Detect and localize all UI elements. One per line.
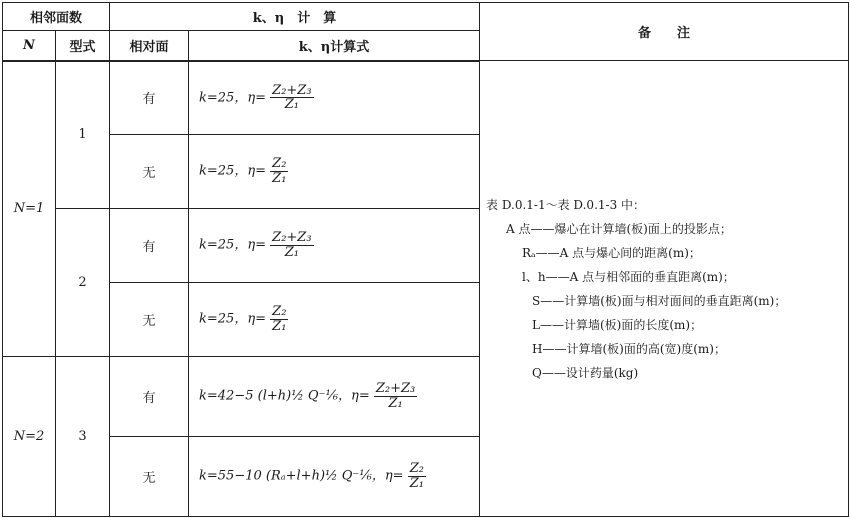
remarks-cell: [480, 61, 849, 517]
fraction-numerator: Z₂: [272, 156, 287, 172]
type-cell-1: 1: [56, 61, 110, 209]
fraction-numerator: Z₂+Z₃: [375, 381, 416, 397]
n-cell-1: N=1: [3, 61, 56, 357]
fraction-numerator: Z₂+Z₃: [272, 82, 312, 98]
opposite-cell: 有: [110, 61, 189, 135]
formula-cell: [189, 209, 480, 283]
formula-cell: [189, 61, 480, 135]
formula-prefix: k=42−5 (l+h)½ Q⁻⅙，η=: [199, 389, 370, 404]
formula-cell: [189, 357, 480, 437]
note-item: l、h——A 点与相邻面的垂直距离(m)；: [522, 269, 735, 284]
opposite-cell: 有: [110, 357, 189, 437]
note-item: Q——设计药量(kg): [532, 365, 639, 380]
header-opposite-face: 相对面: [110, 31, 189, 61]
formula-prefix: k=25，η=: [199, 164, 267, 179]
opposite-cell: 无: [110, 437, 189, 517]
fraction: [270, 305, 288, 333]
fraction-denominator: Z₁: [284, 245, 299, 260]
fraction: [374, 382, 417, 410]
header-adjacent-count: 相邻面数: [3, 3, 110, 31]
type-cell-3: 3: [56, 357, 110, 517]
fraction-denominator: Z₁: [388, 396, 403, 411]
fraction-numerator: Z₂: [409, 461, 424, 477]
note-item: H——计算墙(板)面的高(宽)度(m)；: [532, 341, 726, 356]
formula-prefix: k=25，η=: [199, 238, 267, 253]
notes-intro: 表 D.0.1-1～表 D.0.1-3 中：: [486, 197, 646, 212]
formula-prefix: k=25，η=: [199, 312, 267, 327]
type-cell-2: 2: [56, 209, 110, 357]
formula-prefix: k=55−10 (Rₐ+l+h)½ Q⁻⅙，η=: [199, 469, 404, 484]
fraction: [270, 231, 313, 259]
formula-cell: [189, 437, 480, 517]
header-k-eta-calc: k、η 计 算: [110, 3, 480, 31]
formula-cell: [189, 135, 480, 209]
header-type: 型式: [56, 31, 110, 61]
fraction-denominator: Z₁: [284, 97, 299, 113]
fraction: [270, 84, 313, 112]
fraction-denominator: Z₁: [272, 319, 287, 334]
fraction-denominator: Z₁: [409, 476, 424, 491]
opposite-cell: 有: [110, 209, 189, 283]
fraction: [270, 157, 288, 185]
note-item: S——计算墙(板)面与相对面间的垂直距离(m)；: [532, 293, 787, 308]
fraction-denominator: Z₁: [272, 171, 287, 186]
fraction: [408, 462, 426, 490]
note-item: A 点——爆心在计算墙(板)面上的投影点；: [506, 221, 732, 236]
formula-cell: [189, 283, 480, 357]
header-n: N: [3, 31, 56, 61]
note-item: Rₐ——A 点与爆心间的距离(m)；: [522, 245, 701, 260]
n-cell-2: N=2: [3, 357, 56, 517]
header-formula: k、η计算式: [189, 31, 480, 61]
fraction-numerator: Z₂+Z₃: [272, 230, 312, 246]
formula-prefix: k=25，η=: [199, 90, 267, 106]
coefficient-table: [2, 2, 849, 517]
opposite-cell: 无: [110, 283, 189, 357]
header-remarks: 备 注: [480, 3, 849, 61]
note-item: L——计算墙(板)面的长度(m)；: [532, 317, 703, 332]
opposite-cell: 无: [110, 135, 189, 209]
fraction-numerator: Z₂: [272, 304, 287, 320]
